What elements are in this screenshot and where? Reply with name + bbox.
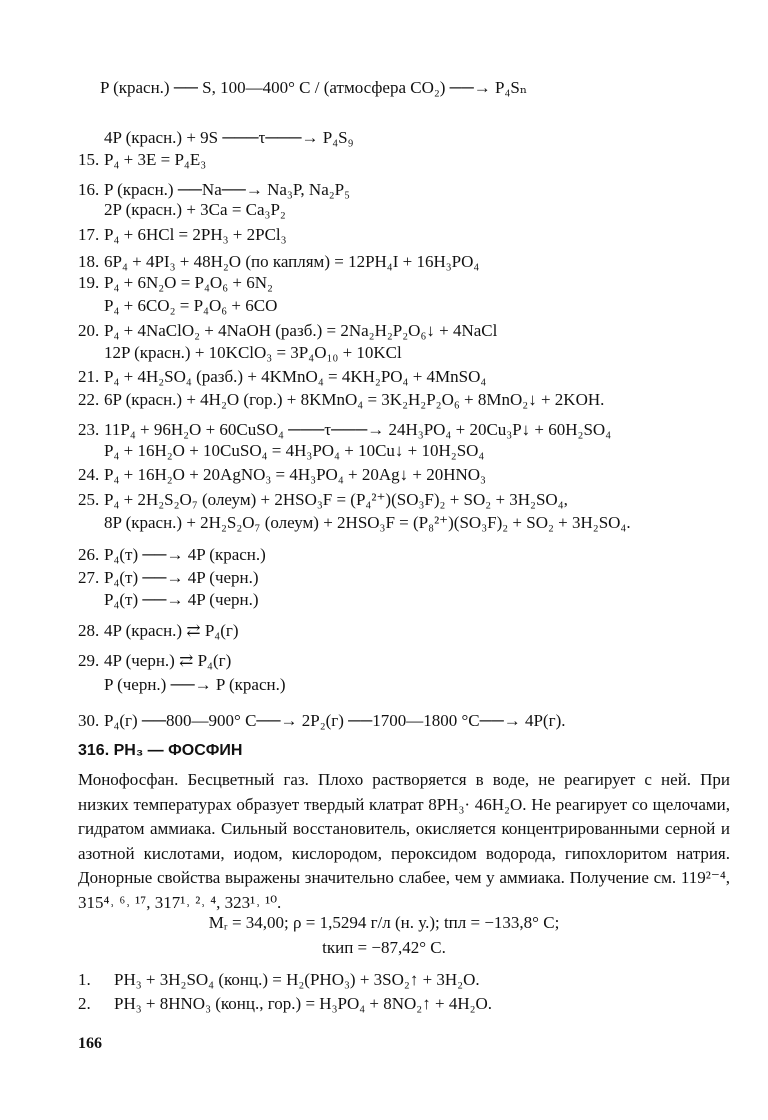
equation-text: P₄(т) ──→ 4P (черн.) — [104, 590, 259, 609]
page-number: 166 — [78, 1035, 102, 1052]
equation-number: 18. — [78, 252, 100, 271]
equation-text: P₄(г) ──800—900° C──→ 2P₂(г) ──1700—1800 °C──→ 4P(г). — [104, 711, 566, 730]
equation-text: P₄ + 3E = P₄E₃ — [104, 150, 207, 169]
equation-text: 8P (красн.) + 2H₂S₂O₇ (олеум) + 2HSO₃F = (P₈²⁺)(SO₃F)₂ + SO₂ + 3H₂SO₄. — [104, 513, 631, 532]
equation-number: 23. — [78, 420, 100, 439]
equation-number: 26. — [78, 545, 100, 564]
equation-number: 29. — [78, 651, 100, 670]
equation-text: P₄ + 16H₂O + 20AgNO₃ = 4H₃PO₄ + 20Ag↓ + 20HNO₃ — [104, 465, 486, 484]
equation-text: 4P (черн.) ⇄ P₄(г) — [104, 651, 232, 670]
equation-number: 30. — [78, 711, 100, 730]
equation-text: 6P₄ + 4PI₃ + 48H₂O (по каплям) = 12PH₄I + 16H₃PO₄ — [104, 252, 480, 271]
equation-number: 16. — [78, 180, 100, 199]
equation-number: 25. — [78, 490, 100, 509]
reaction-number: 2. — [78, 994, 91, 1013]
section-heading: 316. PH₃ — ФОСФИН — [78, 742, 243, 759]
properties-line-2: tкип = −87,42° C. — [322, 938, 446, 957]
equation-text: 11P₄ + 96H₂O + 60CuSO₄ ───τ───→ 24H₃PO₄ + 20Cu₃P↓ + 60H₂SO₄ — [104, 420, 612, 439]
equation-text: P (черн.) ──→ P (красн.) — [104, 675, 286, 694]
equation-text: P₄ + 6N₂O = P₄O₆ + 6N₂ — [104, 273, 273, 292]
equation-text: P₄ + 4NaClO₂ + 4NaOH (разб.) = 2Na₂H₂P₂O₆↓ + 4NaCl — [104, 321, 498, 340]
equation-number: 15. — [78, 150, 100, 169]
properties-line-1: Mᵣ = 34,00; ρ = 1,5294 г/л (н. у.); tпл = −133,8° C; — [208, 913, 560, 932]
equation-number: 17. — [78, 225, 100, 244]
description-paragraph: Монофосфан. Бесцветный газ. Плохо растворяется в воде, не реагирует с ней. При низких температурах образует твердый клатрат 8PH₃· 46H₂O. Не реагирует со щелочами, гидратом аммиака. Сильный восстановитель, окисляется концентрированными серной и азотной кислотами, иодом, кислородом, пероксидом водорода, гипохлоритом натрия. Донорные свойства выражены значительно слабее, чем у аммиака. Получение см. 119²⁻⁴, 315⁴˒ ⁶˒ ¹⁷, 317¹˒ ²˒ ⁴, 323¹˒ ¹⁰. — [78, 770, 730, 912]
equation-text: P₄(т) ──→ 4P (черн.) — [104, 568, 259, 587]
equation-text: P (красн.) ── S, 100—400° C / (атмосфера CO₂) ──→ P₄Sₙ — [100, 78, 528, 97]
equation-text: 6P (красн.) + 4H₂O (гор.) + 8KMnO₄ = 3K₂H₂P₂O₆ + 8MnO₂↓ + 2KOH. — [104, 390, 605, 409]
reaction-text: PH₃ + 8HNO₃ (конц., гор.) = H₃PO₄ + 8NO₂↑ + 4H₂O. — [114, 994, 493, 1013]
equation-text: 2P (красн.) + 3Ca = Ca₃P₂ — [104, 200, 286, 219]
equation-number: 24. — [78, 465, 100, 484]
equation-text: P₄ + 6HCl = 2PH₃ + 2PCl₃ — [104, 225, 287, 244]
equation-number: 27. — [78, 568, 100, 587]
equation-text: 4P (красн.) ⇄ P₄(г) — [104, 621, 239, 640]
equation-number: 28. — [78, 621, 100, 640]
equation-text: P₄ + 4H₂SO₄ (разб.) + 4KMnO₄ = 4KH₂PO₄ + 4MnSO₄ — [104, 367, 487, 386]
equation-text: P₄ + 6CO₂ = P₄O₆ + 6CO — [104, 296, 278, 315]
equation-text: P₄ + 2H₂S₂O₇ (олеум) + 2HSO₃F = (P₄²⁺)(SO₃F)₂ + SO₂ + 3H₂SO₄, — [104, 490, 568, 509]
equation-text: 4P (красн.) + 9S ───τ───→ P₄S₉ — [104, 128, 354, 147]
equation-text: P₄(т) ──→ 4P (красн.) — [104, 545, 266, 564]
equation-number: 21. — [78, 367, 100, 386]
reaction-text: PH₃ + 3H₂SO₄ (конц.) = H₂(PHO₃) + 3SO₂↑ + 3H₂O. — [114, 970, 480, 989]
equation-number: 19. — [78, 273, 100, 292]
reaction-number: 1. — [78, 970, 91, 989]
equation-text: P₄ + 16H₂O + 10CuSO₄ = 4H₃PO₄ + 10Cu↓ + 10H₂SO₄ — [104, 441, 485, 460]
equation-number: 20. — [78, 321, 100, 340]
equation-number: 22. — [78, 390, 100, 409]
equation-text: 12P (красн.) + 10KClO₃ = 3P₄O₁₀ + 10KCl — [104, 343, 402, 362]
equation-text: P (красн.) ──Na──→ Na₃P, Na₂P₅ — [104, 180, 351, 199]
